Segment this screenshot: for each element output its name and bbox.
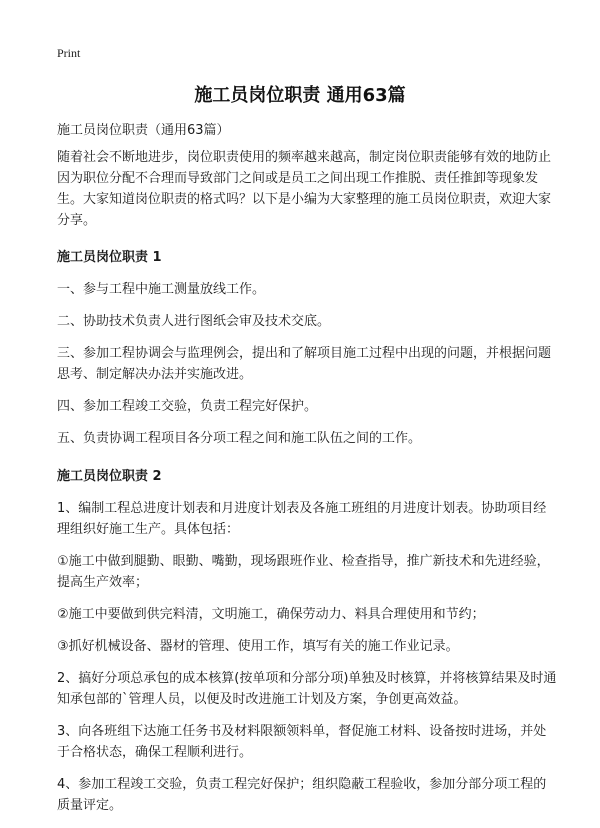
intro-paragraph: 随着社会不断地进步，岗位职责使用的频率越来越高，制定岗位职责能够有效的地防止因为职位分配不合理而导致部门之间或是员工之间出现工作推脱、责任推卸等现象发生。大家知道岗位职责的格式吗？以下是小编为大家整理的施工员岗位职责，欢迎大家分享。 [57, 150, 552, 228]
duty-item: 1、编制工程总进度计划表和月进度计划表及各施工班组的月进度计划表。协助项目经理组织好施工生产。具体包括： [57, 501, 547, 537]
section-heading: 施工员岗位职责 2 [57, 469, 162, 484]
duty-item: 4、参加工程竣工交验，负责工程完好保护；组织隐蔽工程验收，参加分部分项工程的质量评定。 [57, 777, 547, 813]
duty-item: 2、搞好分项总承包的成本核算(按单项和分部分项)单独及时核算，并将核算结果及时通知承包部的`管理人员，以便及时改进施工计划及方案，争创更高效益。 [57, 671, 557, 707]
duty-item: 二、协助技术负责人进行图纸会审及技术交底。 [57, 314, 331, 329]
duty-item: 三、参加工程协调会与监理例会，提出和了解项目施工过程中出现的问题，并根据问题思考、制定解决办法并实施改进。 [57, 346, 552, 382]
duty-item: ③抓好机械设备、器材的管理、使用工作，填写有关的施工作业记录。 [57, 639, 459, 654]
duty-item: 一、参与工程中施工测量放线工作。 [57, 282, 266, 297]
duty-item: 四、参加工程竣工交验，负责工程完好保护。 [57, 399, 318, 414]
section-heading: 施工员岗位职责 1 [57, 250, 162, 265]
duty-item: ①施工中做到腿勤、眼勤、嘴勤，现场跟班作业、检查指导，推广新技术和先进经验，提高生产效率； [57, 554, 550, 590]
duty-item: 五、负责协调工程项目各分项工程之间和施工队伍之间的工作。 [57, 431, 422, 446]
duty-item: 3、向各班组下达施工任务书及材料限额领料单，督促施工材料、设备按时进场，并处于合格状态，确保工程顺利进行。 [57, 724, 547, 760]
document-body [57, 120, 557, 827]
document-subtitle: 施工员岗位职责（通用63篇） [57, 123, 230, 138]
page-title: 施工员岗位职责 通用63篇 [194, 85, 406, 106]
duty-item: ②施工中要做到供完料清，文明施工，确保劳动力、料具合理使用和节约； [57, 607, 485, 622]
print-link[interactable]: Print [57, 46, 81, 60]
